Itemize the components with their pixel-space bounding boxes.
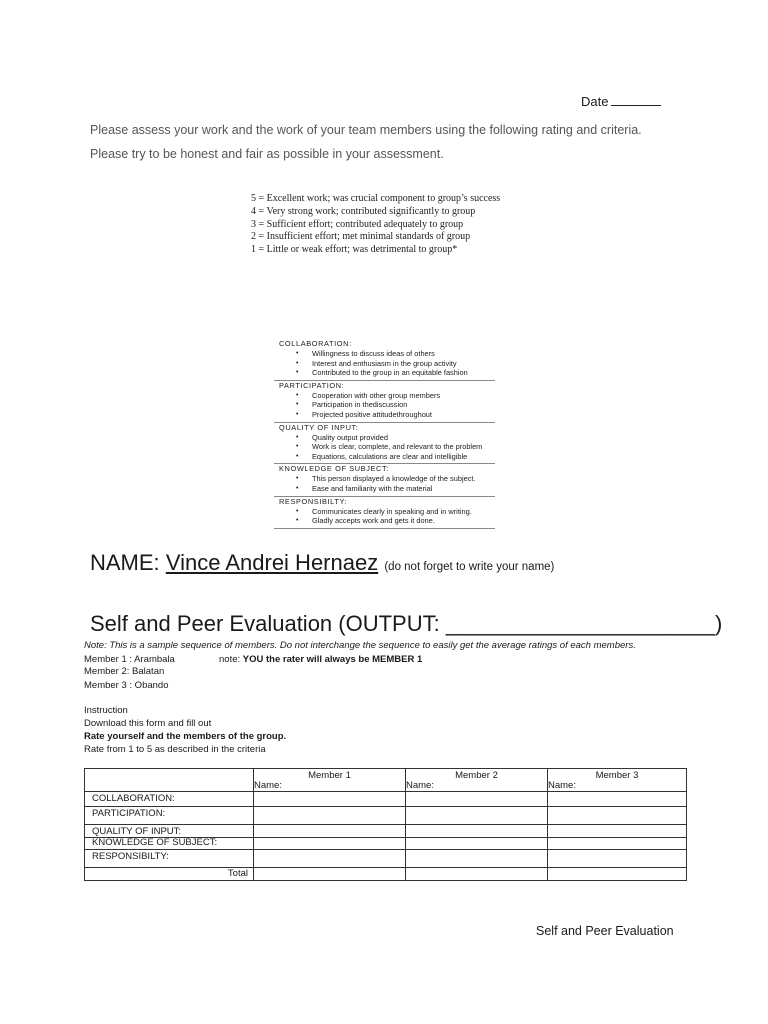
criteria-item: • Equations, calculations are clear and intelligible	[274, 452, 495, 462]
rating-2: 2 = Insufficient effort; met minimal standards of group	[251, 231, 471, 243]
instruction-line-1: Download this form and fill out	[84, 718, 212, 729]
rater-note-bold: YOU the rater will always be MEMBER 1	[242, 654, 423, 665]
row-label: QUALITY OF INPUT:	[85, 825, 254, 838]
name-label: NAME:	[90, 550, 160, 575]
rating-cell[interactable]	[254, 825, 406, 838]
rater-note	[219, 654, 422, 665]
member-1: Member 1 : Arambala	[84, 654, 175, 665]
criteria-item: • Work is clear, complete, and relevant to the problem	[274, 442, 495, 452]
criteria-item: • Communicates clearly in speaking and in writing.	[274, 507, 495, 517]
criteria-heading: PARTICIPATION:	[279, 380, 345, 390]
date-label: Date	[581, 94, 609, 109]
criteria-item: • This person displayed a knowledge of the subject.	[274, 474, 495, 484]
criteria-item: • Gladly accepts work and gets it done.	[274, 516, 495, 526]
sequence-note: Note: This is a sample sequence of members. Do not interchange the sequence to easily get the average ratings of each members.	[84, 640, 636, 651]
criteria-item: • Participation in thediscussion	[274, 400, 495, 410]
total-cell[interactable]	[548, 868, 687, 881]
instruction-heading: Instruction	[84, 705, 128, 716]
criteria-heading: RESPONSIBILTY:	[279, 496, 348, 506]
date-blank	[611, 94, 661, 106]
name-section	[90, 550, 554, 576]
total-cell[interactable]	[254, 868, 406, 881]
rating-5: 5 = Excellent work; was crucial component to group’s success	[251, 193, 501, 204]
rating-cell[interactable]	[254, 850, 406, 868]
criteria-responsibility	[274, 496, 495, 526]
member-3-header[interactable]	[548, 769, 687, 792]
criteria-collaboration	[274, 339, 495, 378]
total-row	[85, 868, 687, 881]
criteria-heading: QUALITY OF INPUT:	[279, 422, 359, 432]
name-field-label: Name:	[406, 780, 434, 791]
rating-cell[interactable]	[254, 807, 406, 825]
rating-4: 4 = Very strong work; contributed significantly to group	[251, 205, 476, 217]
rating-cell[interactable]	[406, 792, 548, 807]
rating-cell[interactable]	[406, 807, 548, 825]
rating-cell[interactable]	[254, 792, 406, 807]
table-header-row	[85, 769, 687, 792]
criteria-item: • Quality output provided	[274, 433, 495, 443]
member-2-header[interactable]	[406, 769, 548, 792]
rating-cell[interactable]	[406, 825, 548, 838]
rating-1: 1 = Little or weak effort; was detrimental to group*	[251, 244, 458, 256]
row-label: COLLABORATION:	[85, 792, 254, 807]
name-note: (do not forget to write your name)	[384, 561, 555, 573]
criteria-item: • Projected positive attitudethroughout	[274, 410, 495, 420]
rating-cell[interactable]	[548, 825, 687, 838]
rating-cell[interactable]	[548, 792, 687, 807]
rating-cell[interactable]	[406, 838, 548, 850]
criteria-item: • Ease and familiarity with the material	[274, 484, 495, 494]
total-label: Total	[85, 868, 254, 881]
rating-scale	[251, 193, 509, 257]
table-row	[85, 807, 687, 825]
evaluation-title: Self and Peer Evaluation (OUTPUT: ______________________)	[90, 611, 723, 636]
rater-note-prefix: note:	[219, 654, 241, 665]
member-3: Member 3 : Obando	[84, 680, 169, 691]
rating-3: 3 = Sufficient effort; contributed adequately to group	[251, 218, 464, 230]
criteria-item: • Willingness to discuss ideas of others	[274, 349, 495, 359]
criteria-heading: COLLABORATION:	[279, 339, 352, 348]
criteria-item: • Interest and enthusiasm in the group activity	[274, 359, 495, 369]
header-blank-cell	[85, 769, 254, 792]
name-value: Vince Andrei Hernaez	[165, 550, 379, 575]
member-header-label: Member 3	[595, 770, 639, 781]
table-row	[85, 838, 687, 850]
criteria-heading: KNOWLEDGE OF SUBJECT:	[279, 464, 389, 474]
rating-cell[interactable]	[254, 838, 406, 850]
row-label: PARTICIPATION:	[85, 807, 254, 825]
footer-title: Self and Peer Evaluation	[536, 924, 674, 938]
rating-cell[interactable]	[406, 850, 548, 868]
rating-cell[interactable]	[548, 850, 687, 868]
name-field-label: Name:	[254, 780, 282, 791]
criteria-knowledge	[274, 463, 495, 493]
table-row	[85, 850, 687, 868]
row-label: KNOWLEDGE OF SUBJECT:	[85, 838, 254, 850]
member-header-label: Member 1	[308, 770, 351, 781]
table-row	[85, 825, 687, 838]
criteria-item: • Contributed to the group in an equitable fashion	[274, 368, 495, 378]
rating-cell[interactable]	[548, 838, 687, 850]
rating-cell[interactable]	[548, 807, 687, 825]
criteria-quality	[274, 422, 495, 462]
intro-line-2: Please try to be honest and fair as possible in your assessment.	[90, 147, 444, 161]
criteria-item: • Cooperation with other group members	[274, 391, 495, 401]
total-cell[interactable]	[406, 868, 548, 881]
criteria-box	[274, 339, 495, 529]
evaluation-table	[84, 768, 687, 881]
instruction-line-2: Rate yourself and the members of the group.	[84, 731, 287, 742]
intro-line-1: Please assess your work and the work of your team members using the following rating and criteria.	[90, 123, 642, 137]
name-field-label: Name:	[548, 780, 576, 791]
member-header-label: Member 2	[455, 770, 498, 781]
instruction-line-3: Rate from 1 to 5 as described in the criteria	[84, 744, 266, 755]
row-label: RESPONSIBILTY:	[85, 850, 254, 868]
table-row	[85, 792, 687, 807]
member-1-header[interactable]	[254, 769, 406, 792]
criteria-bottom-rule	[274, 528, 495, 529]
member-2: Member 2: Balatan	[84, 666, 165, 677]
criteria-participation	[274, 380, 495, 420]
date-field	[581, 94, 661, 109]
